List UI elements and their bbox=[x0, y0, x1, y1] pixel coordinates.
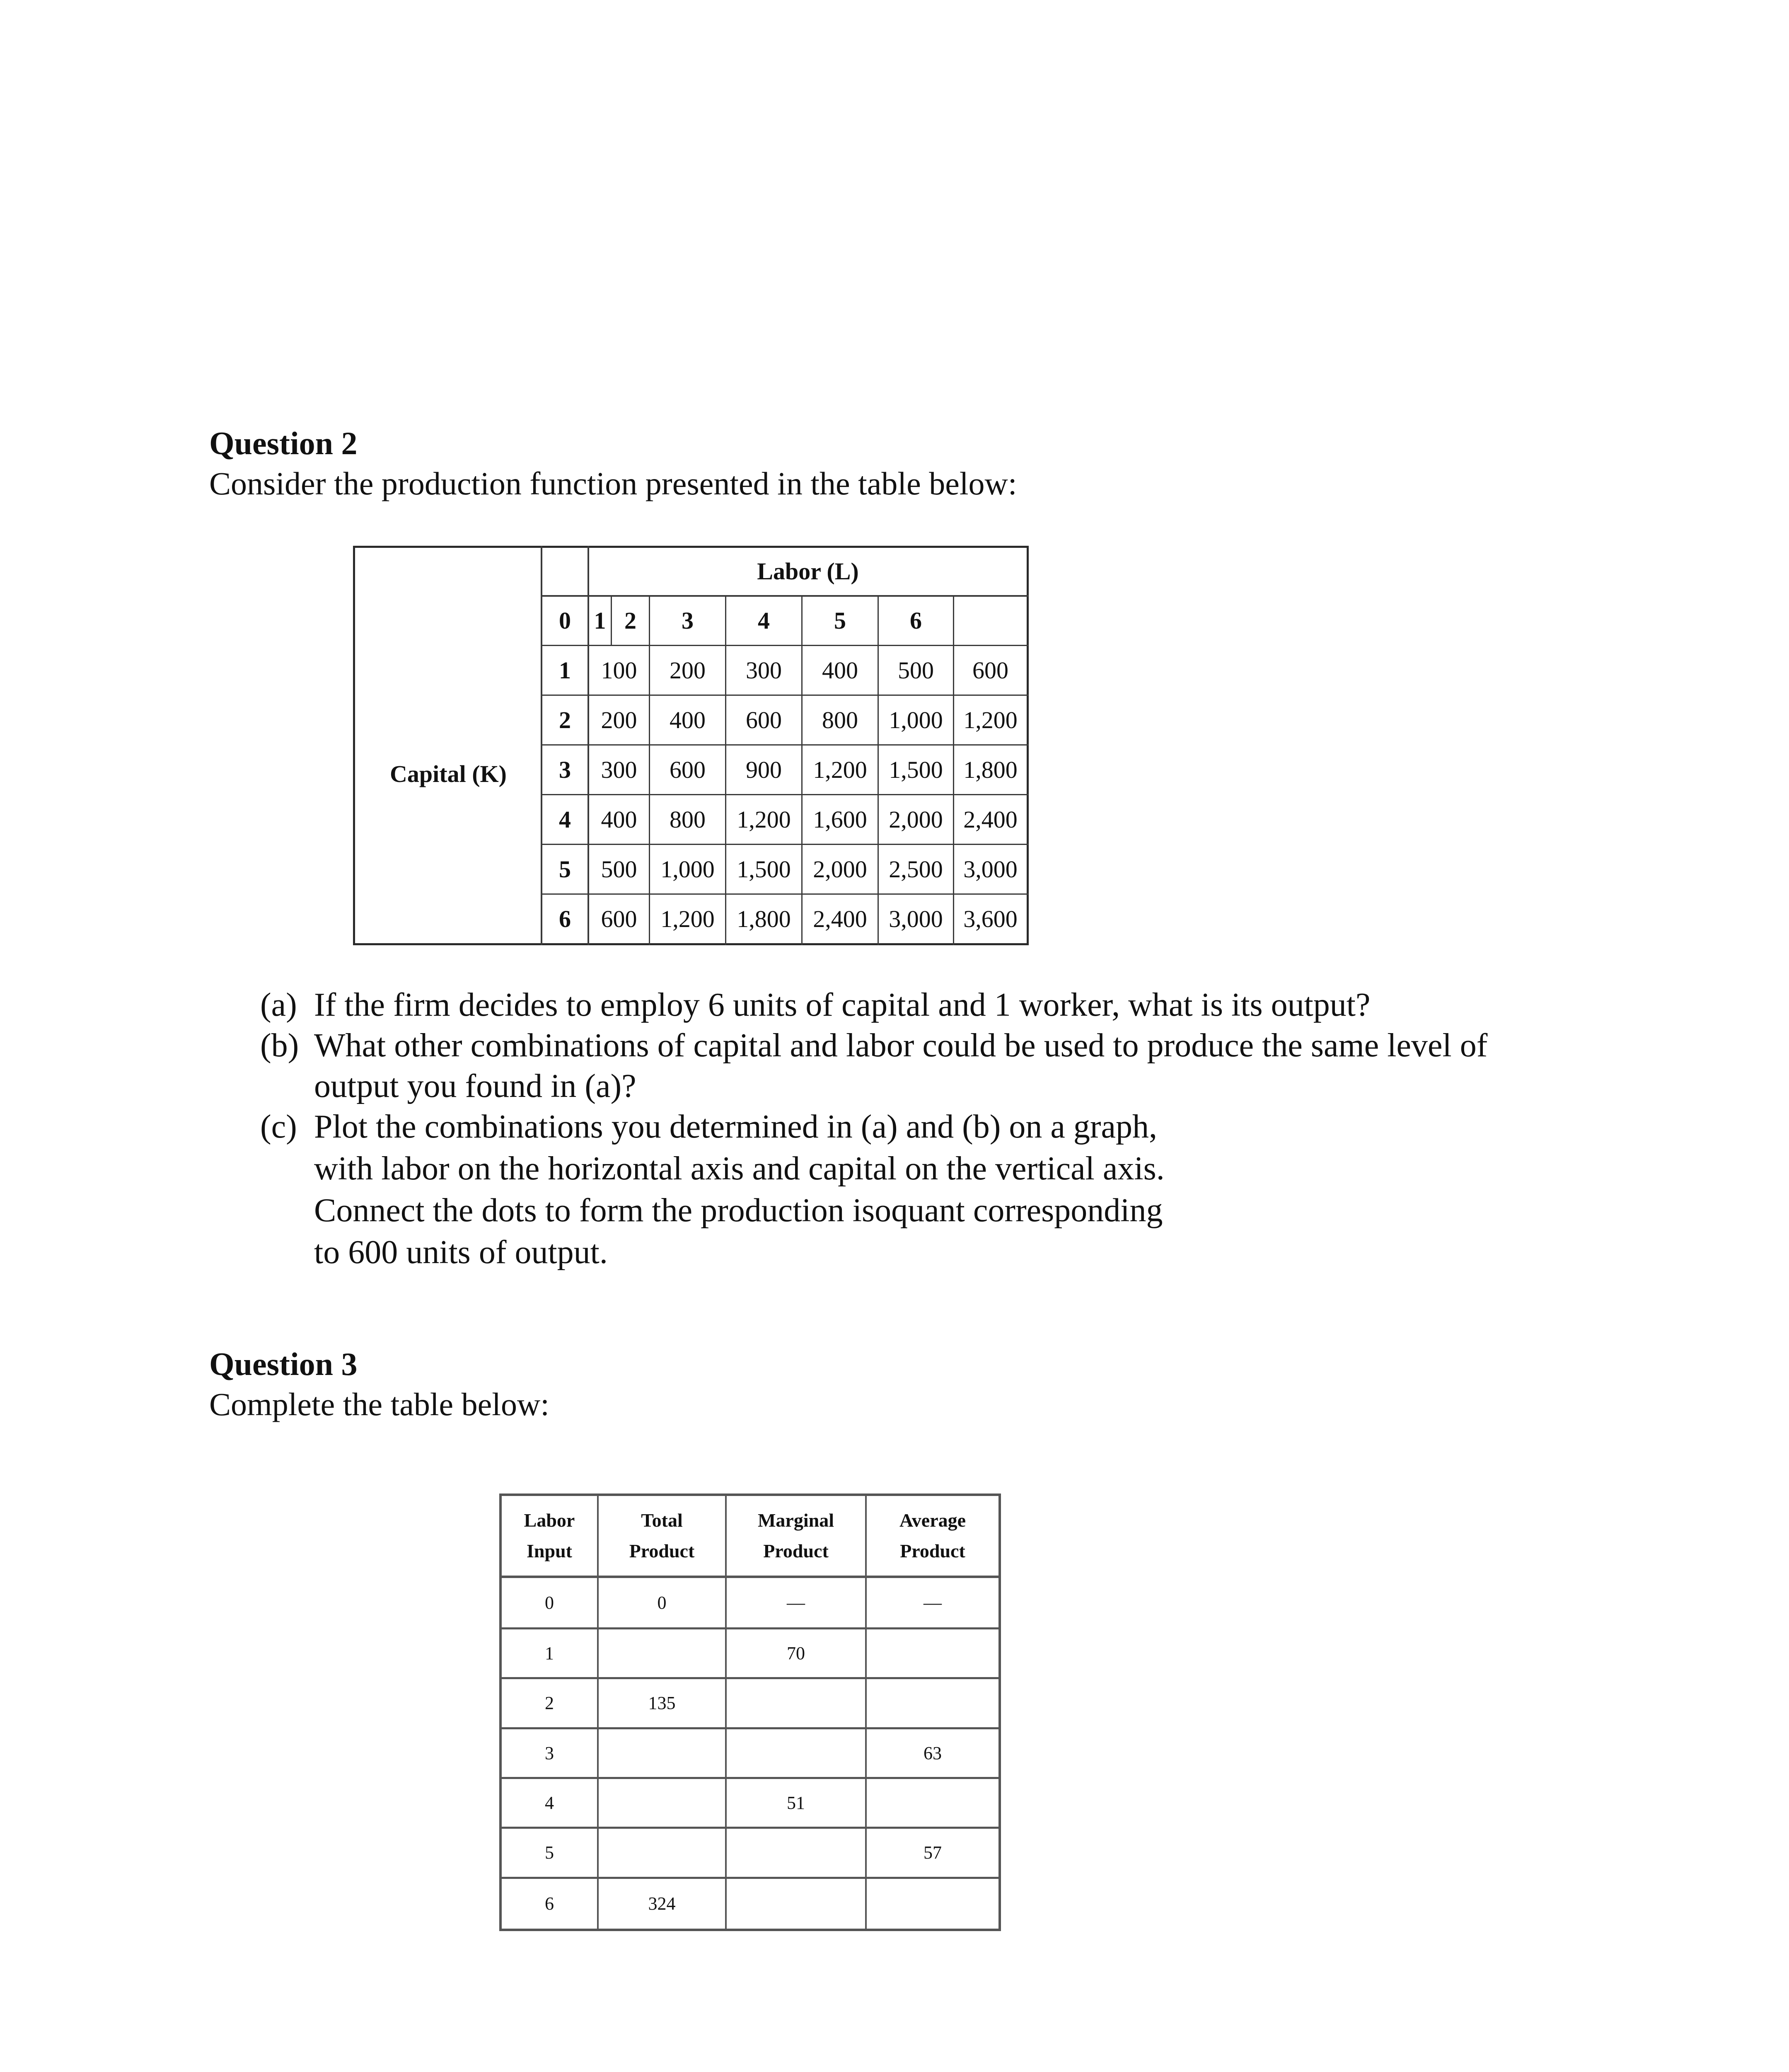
total-product-cell bbox=[599, 1779, 725, 1827]
output-cell: 2,400 bbox=[963, 806, 1018, 833]
header-line: Total bbox=[641, 1510, 683, 1531]
output-cell: 1,200 bbox=[813, 756, 867, 783]
marginal-product-cell bbox=[727, 1829, 865, 1877]
output-cell: 400 bbox=[601, 806, 637, 833]
average-product-cell bbox=[867, 1679, 998, 1727]
labor-label-text: Labor (L) bbox=[757, 558, 859, 585]
output-cell: 3,000 bbox=[963, 855, 1018, 883]
marginal-product-cell bbox=[727, 1879, 865, 1929]
total-product-cell bbox=[599, 1829, 725, 1877]
corner-cell: 0 bbox=[559, 607, 571, 634]
marginal-product-cell: 51 bbox=[787, 1792, 805, 1813]
header-line: Product bbox=[900, 1540, 965, 1561]
total-product-cell bbox=[599, 1629, 725, 1677]
header-line: Input bbox=[527, 1540, 572, 1561]
output-cell: 600 bbox=[972, 656, 1008, 684]
output-cell: 1,200 bbox=[963, 706, 1018, 733]
header-total-product bbox=[599, 1496, 725, 1576]
average-product-cell: 57 bbox=[924, 1842, 942, 1863]
output-cell: 1,000 bbox=[889, 706, 943, 733]
average-product-cell bbox=[867, 1879, 998, 1929]
labor-input-cell: 6 bbox=[545, 1893, 554, 1914]
header-line: Average bbox=[899, 1510, 966, 1531]
part-b-text-line1: What other combinations of capital and labor could be used to produce the same level of bbox=[314, 1027, 1488, 1064]
labor-axis-label bbox=[588, 548, 1027, 595]
part-c-marker: (c) bbox=[260, 1109, 297, 1145]
output-cell: 1,500 bbox=[737, 855, 791, 883]
output-cell: 300 bbox=[601, 756, 637, 783]
marginal-product-cell bbox=[727, 1679, 865, 1727]
output-cell: 2,000 bbox=[889, 806, 943, 833]
labor-input-cell: 2 bbox=[545, 1693, 554, 1713]
labor-input-cell: 3 bbox=[545, 1743, 554, 1763]
labor-index-cell: 2 bbox=[624, 607, 636, 634]
capital-label-text: Capital (K) bbox=[390, 760, 507, 787]
output-cell: 900 bbox=[746, 756, 782, 783]
output-cell: 800 bbox=[822, 706, 858, 733]
header-line: Marginal bbox=[758, 1510, 834, 1531]
labor-index-cell: 1 bbox=[594, 607, 606, 634]
total-product-cell bbox=[599, 1729, 725, 1777]
labor-input-cell: 0 bbox=[545, 1592, 554, 1613]
capital-axis-label bbox=[356, 753, 540, 796]
part-c-text-line2: with labor on the horizontal axis and capital on the vertical axis. bbox=[314, 1150, 1165, 1187]
output-cell: 2,400 bbox=[813, 905, 867, 932]
capital-index-cell: 5 bbox=[559, 855, 571, 883]
labor-input-cell: 5 bbox=[545, 1842, 554, 1863]
output-cell: 600 bbox=[670, 756, 706, 783]
question-3-heading: Question 3 bbox=[209, 1346, 358, 1382]
marginal-product-cell: 70 bbox=[787, 1643, 805, 1663]
total-product-cell: 324 bbox=[648, 1893, 676, 1914]
question-2-intro: Consider the production function presented in the table below: bbox=[209, 465, 1017, 501]
header-line: Labor bbox=[524, 1510, 575, 1531]
header-marginal-product bbox=[727, 1496, 865, 1576]
labor-index-cell: 5 bbox=[834, 607, 846, 634]
question-3-intro: Complete the table below: bbox=[209, 1386, 549, 1422]
output-cell: 1,000 bbox=[660, 855, 715, 883]
capital-index-cell: 2 bbox=[559, 706, 571, 733]
part-c-text-line4: to 600 units of output. bbox=[314, 1234, 608, 1271]
output-cell: 3,600 bbox=[963, 905, 1018, 932]
capital-index-cell: 3 bbox=[559, 756, 571, 783]
marginal-product-cell bbox=[727, 1729, 865, 1777]
output-cell: 600 bbox=[601, 905, 637, 932]
capital-index-cell: 1 bbox=[559, 656, 571, 684]
header-labor-input bbox=[502, 1496, 597, 1576]
output-cell: 500 bbox=[601, 855, 637, 883]
header-line: Product bbox=[763, 1540, 829, 1561]
output-cell: 400 bbox=[822, 656, 858, 684]
output-cell: 400 bbox=[670, 706, 706, 733]
output-cell: 2,000 bbox=[813, 855, 867, 883]
output-cell: 100 bbox=[601, 656, 637, 684]
output-cell: 200 bbox=[601, 706, 637, 733]
average-product-cell bbox=[867, 1629, 998, 1677]
output-cell: 200 bbox=[670, 656, 706, 684]
question-2-heading: Question 2 bbox=[209, 425, 358, 461]
output-cell: 800 bbox=[670, 806, 706, 833]
marginal-product-cell: — bbox=[787, 1592, 805, 1613]
labor-input-cell: 1 bbox=[545, 1643, 554, 1663]
header-line: Product bbox=[629, 1540, 695, 1561]
part-a-marker: (a) bbox=[260, 987, 297, 1023]
part-a-text: If the firm decides to employ 6 units of capital and 1 worker, what is its output? bbox=[314, 987, 1371, 1023]
labor-index-cell: 4 bbox=[758, 607, 770, 634]
output-cell: 600 bbox=[746, 706, 782, 733]
part-b-text-line2: output you found in (a)? bbox=[314, 1068, 636, 1104]
output-cell: 1,600 bbox=[813, 806, 867, 833]
output-cell: 1,800 bbox=[963, 756, 1018, 783]
average-product-cell: — bbox=[924, 1592, 942, 1613]
average-product-cell bbox=[867, 1779, 998, 1827]
output-cell: 1,800 bbox=[737, 905, 791, 932]
output-cell: 2,500 bbox=[889, 855, 943, 883]
part-b-marker: (b) bbox=[260, 1027, 299, 1064]
output-cell: 3,000 bbox=[889, 905, 943, 932]
output-cell: 500 bbox=[898, 656, 934, 684]
output-cell: 1,500 bbox=[889, 756, 943, 783]
output-cell: 1,200 bbox=[660, 905, 715, 932]
capital-index-cell: 4 bbox=[559, 806, 571, 833]
labor-index-cell: 6 bbox=[910, 607, 922, 634]
header-average-product bbox=[867, 1496, 998, 1576]
labor-input-cell: 4 bbox=[545, 1792, 554, 1813]
output-cell: 300 bbox=[746, 656, 782, 684]
part-c-text-line3: Connect the dots to form the production isoquant corresponding bbox=[314, 1192, 1163, 1229]
average-product-cell: 63 bbox=[924, 1743, 942, 1763]
part-c-text-line1: Plot the combinations you determined in (a) and (b) on a graph, bbox=[314, 1109, 1158, 1145]
total-product-cell: 135 bbox=[648, 1693, 676, 1713]
capital-index-cell: 6 bbox=[559, 905, 571, 932]
labor-index-cell: 3 bbox=[682, 607, 694, 634]
output-cell: 1,200 bbox=[737, 806, 791, 833]
total-product-cell: 0 bbox=[657, 1592, 667, 1613]
